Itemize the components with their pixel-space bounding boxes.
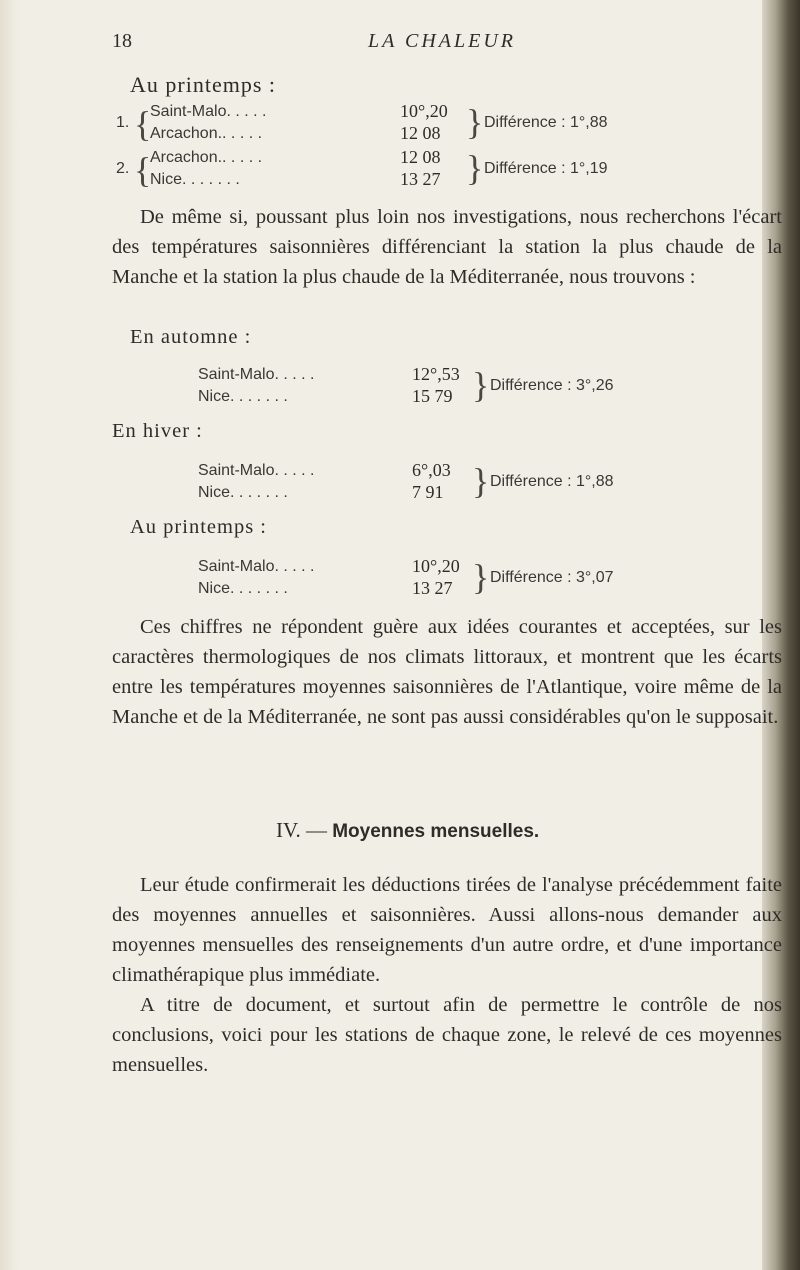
group-2-index: 2. <box>116 160 130 177</box>
group-1-right-brace: } <box>466 102 484 142</box>
spring-row-2-value: 13 27 <box>412 578 453 598</box>
group-2-right-brace: } <box>466 148 484 188</box>
group-2-row-2-station: Nice. . . . . . . <box>150 171 240 188</box>
paragraph-1 <box>112 202 782 292</box>
spring-difference: Différence : 3°,07 <box>490 569 614 586</box>
spring-row-1-station: Saint-Malo. . . . . <box>198 558 315 575</box>
group-2-difference: Différence : 1°,19 <box>484 160 608 177</box>
spring-row-2-station: Nice. . . . . . . <box>198 580 288 597</box>
paragraph-1-text: De même si, poussant plus loin nos investigations, nous recherchons l'écart des températures saisonnières différenciant la station la plus chaude de la Manche et la station la plus chaude de la Méditerranée, nous trouvons : <box>112 206 782 288</box>
autumn-brace: } <box>472 365 490 405</box>
group-2-row-1-station: Arcachon.. . . . . <box>150 149 263 166</box>
paragraph-4-text: A titre de document, et surtout afin de permettre le contrôle de nos conclusions, voici pour les stations de chaque zone, le relevé de ces moyennes mensuelles. <box>112 994 782 1076</box>
season-spring-label: Au printemps : <box>130 516 267 538</box>
autumn-row-2-value: 15 79 <box>412 386 453 406</box>
winter-row-2-station: Nice. . . . . . . <box>198 484 288 501</box>
autumn-row-2-station: Nice. . . . . . . <box>198 388 288 405</box>
section-iv-numeral: IV. — <box>276 818 333 842</box>
season-winter-label: En hiver : <box>112 420 203 442</box>
paragraph-4 <box>112 990 782 1080</box>
spring-heading: Au printemps : <box>130 72 276 97</box>
paragraph-2 <box>112 612 782 732</box>
group-1-difference: Différence : 1°,88 <box>484 114 608 131</box>
page-number: 18 <box>112 30 132 52</box>
group-1-row-2-value: 12 08 <box>400 123 441 143</box>
group-1-row-2-station: Arcachon.. . . . . <box>150 125 263 142</box>
winter-row-1-value: 6°,03 <box>412 460 451 480</box>
group-1-left-brace: { <box>134 104 152 144</box>
page-header <box>112 30 772 60</box>
section-iv-title: Moyennes mensuelles. <box>332 821 540 842</box>
running-title: LA CHALEUR <box>368 30 516 52</box>
winter-difference: Différence : 1°,88 <box>490 473 614 490</box>
winter-row-2-value: 7 91 <box>412 482 444 502</box>
section-iv-heading <box>276 818 539 843</box>
paragraph-3-text: Leur étude confirmerait les déductions tirées de l'analyse précédemment faite des moyennes annuelles et saisonnières. Aussi allons-nous demander aux moyennes mensuelles des renseignements d'un autre ordre, et d'une importance climathérapique plus immédiate. <box>112 874 782 986</box>
winter-brace: } <box>472 461 490 501</box>
paragraph-3 <box>112 870 782 990</box>
group-1-row-1-value: 10°,20 <box>400 101 448 121</box>
winter-row-1-station: Saint-Malo. . . . . <box>198 462 315 479</box>
autumn-row-1-value: 12°,53 <box>412 364 460 384</box>
group-2-row-1-value: 12 08 <box>400 147 441 167</box>
page-left-shadow <box>0 0 18 1270</box>
season-autumn-label: En automne : <box>130 326 252 348</box>
autumn-difference: Différence : 3°,26 <box>490 377 614 394</box>
spring-row-1-value: 10°,20 <box>412 556 460 576</box>
paragraph-2-text: Ces chiffres ne répondent guère aux idées courantes et acceptées, sur les caractères thermologiques de nos climats littoraux, et montrent que les écarts entre les températures moyennes saisonnières de l'Atlantique, voire même de la Manche et de la Méditerranée, ne sont pas aussi considérables qu'on le supposait. <box>112 616 782 728</box>
autumn-row-1-station: Saint-Malo. . . . . <box>198 366 315 383</box>
group-2-left-brace: { <box>134 150 152 190</box>
group-2-row-2-value: 13 27 <box>400 169 441 189</box>
group-1-row-1-station: Saint-Malo. . . . . <box>150 103 267 120</box>
group-1-index: 1. <box>116 114 130 131</box>
spring-brace: } <box>472 557 490 597</box>
